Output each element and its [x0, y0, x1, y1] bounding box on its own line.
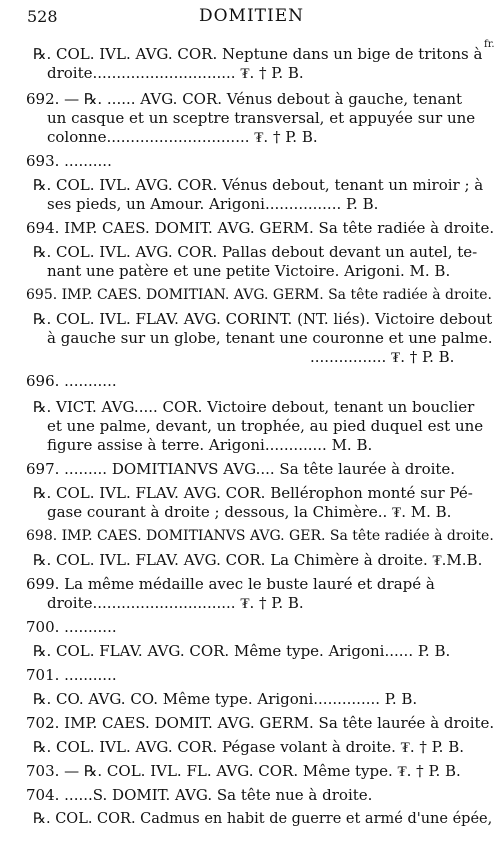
text-line: 692. — ℞. ...... AVG. COR. Vénus debout à gauche, tenant	[26, 90, 463, 108]
text-line: figure assise à terre. Arigoni............. M. B.	[47, 436, 373, 454]
text-line: 696. ...........	[26, 372, 117, 390]
text-line: 699. La même médaille avec le buste lauré et drapé à	[26, 575, 435, 593]
text-line: 703. — ℞. COL. IVL. FL. AVG. COR. Même type. ₮. † P. B.	[26, 762, 461, 780]
text-line: un casque et un sceptre transversal, et appuyée sur une	[47, 109, 476, 127]
text-line: ................ ₮. † P. B.	[310, 348, 455, 366]
text-line: ℞. CO. AVG. CO. Même type. Arigoni.............. P. B.	[33, 690, 418, 708]
text-line: ℞. COL. IVL. FLAV. AVG. COR. La Chimère à droite. ₮.M.B.	[33, 551, 483, 569]
text-line: 697. ......... DOMITIANVS AVG.... Sa tête laurée à droite.	[26, 460, 456, 478]
text-line: droite.............................. ₮. † P. B.	[47, 64, 304, 82]
text-line: ℞. COL. COR. Cadmus en habit de guerre et armé d'une épée,	[33, 811, 493, 827]
text-line: 693. ..........	[26, 152, 112, 170]
text-line: 695. IMP. CAES. DOMITIAN. AVG. GERM. Sa tête radiée à droite.	[26, 287, 492, 303]
text-line: ℞. COL. IVL. AVG. COR. Pégase volant à droite. ₮. † P. B.	[33, 738, 465, 756]
page-number: 528	[27, 7, 58, 26]
text-line: ℞. COL. IVL. FLAV. AVG. COR. Bellérophon monté sur Pé-	[33, 484, 473, 502]
text-line: ℞. COL. FLAV. AVG. COR. Même type. Arigoni...... P. B.	[33, 642, 451, 660]
text-line: ℞. COL. IVL. FLAV. AVG. CORINT. (NT. liés). Victoire debout	[33, 310, 493, 328]
text-line: 700. ...........	[26, 618, 117, 636]
text-line: 698. IMP. CAES. DOMITIANVS AVG. GER. Sa tête radiée à droite.	[26, 528, 494, 544]
text-line: et une palme, devant, un trophée, au pied duquel est une	[47, 417, 484, 435]
text-line: ℞. COL. IVL. AVG. COR. Pallas debout devant un autel, te-	[33, 243, 478, 261]
text-line: 704. ......S. DOMIT. AVG. Sa tête nue à droite.	[26, 786, 373, 804]
text-line: nant une patère et une petite Victoire. Arigoni. M. B.	[47, 262, 451, 280]
text-line: à gauche sur un globe, tenant une couronne et une palme.	[47, 329, 493, 347]
text-line: gase courant à droite ; dessous, la Chimère.. ₮. M. B.	[47, 503, 452, 521]
margin-note: fr.	[484, 39, 495, 50]
text-line: 701. ...........	[26, 666, 117, 684]
text-line: droite.............................. ₮. † P. B.	[47, 594, 304, 612]
running-title: DOMITIEN	[198, 6, 305, 26]
text-line: 694. IMP. CAES. DOMIT. AVG. GERM. Sa tête radiée à droite.	[26, 219, 495, 237]
text-line: ℞. COL. IVL. AVG. COR. Vénus debout, tenant un miroir ; à	[33, 176, 484, 194]
text-line: ℞. VICT. AVG..... COR. Victoire debout, tenant un bouclier	[33, 398, 475, 416]
text-line: 702. IMP. CAES. DOMIT. AVG. GERM. Sa tête laurée à droite.	[26, 714, 495, 732]
text-line: ℞. COL. IVL. AVG. COR. Neptune dans un bige de tritons à	[33, 45, 483, 63]
text-line: colonne.............................. ₮. † P. B.	[47, 128, 318, 146]
text-line: ses pieds, un Amour. Arigoni................ P. B.	[47, 195, 379, 213]
